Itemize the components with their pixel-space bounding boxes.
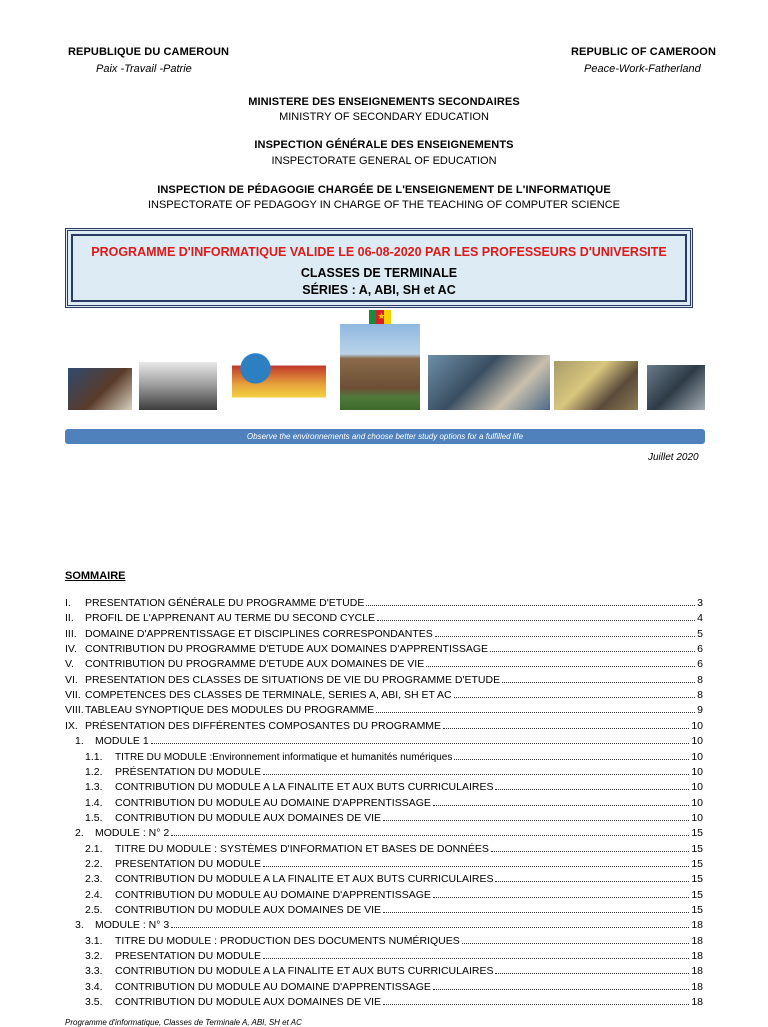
- toc-entry-page: 10: [691, 811, 703, 824]
- toc-entry-title: CONTRIBUTION DU MODULE A LA FINALITE ET AUX BUTS CURRICULAIRES: [115, 965, 494, 978]
- toc-entry-title: CONTRIBUTION DU MODULE AU DOMAINE D'APPRENTISSAGE: [115, 888, 431, 901]
- toc-entry-title: CONTRIBUTION DU MODULE AU DOMAINE D'APPRENTISSAGE: [115, 980, 431, 993]
- toc-entry-title: CONTRIBUTION DU MODULE AUX DOMAINES DE VIE: [115, 996, 382, 1009]
- toc-entry-number: II.: [65, 612, 74, 625]
- toc-entry-page: 15: [691, 888, 703, 901]
- toc-leader-dots: [443, 727, 689, 729]
- toc-entry-title: PRESENTATION DES CLASSES DE SITUATIONS DE VIE DU PROGRAMME D'ETUDE: [85, 673, 501, 686]
- header-left-title: REPUBLIQUE DU CAMEROUN: [68, 46, 230, 58]
- title-box: [65, 228, 693, 308]
- toc-entry-number: 2.: [75, 827, 84, 840]
- toc-entry[interactable]: [65, 794, 703, 809]
- toc-leader-dots: [376, 711, 695, 713]
- toc-entry-title: PRESENTATION DU MODULE: [115, 950, 262, 963]
- toc-entry-number: 1.: [75, 735, 84, 748]
- toc-entry-page: 8: [697, 689, 703, 702]
- toc-entry-page: 10: [691, 750, 703, 763]
- cameroon-flag-icon: ★: [369, 310, 391, 324]
- toc-entry-page: 3: [697, 597, 703, 609]
- toc-entry[interactable]: [65, 978, 703, 993]
- toc-entry-page: 18: [691, 919, 703, 932]
- toc-entry-number: IX.: [65, 719, 78, 732]
- toc-leader-dots: [502, 681, 695, 683]
- toc-leader-dots: [171, 926, 689, 928]
- toc-entry[interactable]: [65, 609, 703, 624]
- toc-entry[interactable]: [65, 748, 703, 763]
- page-footer: Programme d'informatique, Classes de Terminale A, ABI, SH et AC: [65, 1018, 302, 1027]
- toc-entry-page: 18: [691, 980, 703, 993]
- toc-entry-title: PROFIL DE L'APPRENANT AU TERME DU SECOND CYCLE: [85, 612, 376, 625]
- toc-entry-title: TABLEAU SYNOPTIQUE DES MODULES DU PROGRAMME: [85, 704, 375, 717]
- toc-entry-page: 10: [691, 735, 703, 748]
- toc-entry-number: 2.2.: [85, 857, 103, 870]
- toc-entry-page: 15: [691, 904, 703, 916]
- toc-leader-dots: [454, 758, 689, 760]
- toc-entry-title: PRÉSENTATION DES DIFFÉRENTES COMPOSANTES DU PROGRAMME: [85, 719, 442, 732]
- toc-entry-number: IV.: [65, 643, 77, 656]
- toc-entry-number: VI.: [65, 673, 78, 686]
- toc-entry-page: 10: [691, 719, 703, 732]
- toc-entry-title: CONTRIBUTION DU PROGRAMME D'ETUDE AUX DOMAINES D'APPRENTISSAGE: [85, 643, 489, 656]
- toc-leader-dots: [426, 665, 695, 667]
- header-right-motto: Peace-Work-Fatherland: [584, 63, 701, 75]
- toc-entry[interactable]: [65, 916, 703, 931]
- toc-entry-page: 10: [691, 781, 703, 794]
- toc-entry-page: 9: [697, 704, 703, 717]
- toc-leader-dots: [433, 988, 689, 990]
- toc-entry-number: V.: [65, 658, 74, 671]
- toc-entry-title: PRÉSENTATION DU MODULE: [115, 765, 262, 778]
- toc-leader-dots: [151, 742, 690, 744]
- toc-leader-dots: [366, 604, 695, 606]
- sommaire-heading: SOMMAIRE: [65, 570, 126, 582]
- toc-entry-number: 3.5.: [85, 996, 103, 1009]
- toc-entry-page: 6: [697, 643, 703, 656]
- toc-entry-title: CONTRIBUTION DU MODULE A LA FINALITE ET AUX BUTS CURRICULAIRES: [115, 873, 494, 886]
- toc-entry[interactable]: [65, 870, 703, 885]
- photo-classroom-1: [428, 355, 550, 410]
- pedagogy-en: INSPECTORATE OF PEDAGOGY IN CHARGE OF THE TEACHING OF COMPUTER SCIENCE: [147, 199, 621, 211]
- toc-entry-title: PRESENTATION GÉNÉRALE DU PROGRAMME D'ETUDE: [85, 597, 365, 609]
- toc-entry-number: 3.4.: [85, 980, 103, 993]
- toc-leader-dots: [462, 942, 690, 944]
- toc-entry[interactable]: [65, 717, 703, 732]
- toc-leader-dots: [383, 1003, 689, 1005]
- pedagogy-fr: INSPECTION DE PÉDAGOGIE CHARGÉE DE L'ENSEIGNEMENT DE L'INFORMATIQUE: [157, 184, 611, 196]
- toc-entry-number: 3.: [75, 919, 84, 932]
- document-date: Juillet 2020: [648, 452, 699, 463]
- toc-entry[interactable]: [65, 640, 703, 655]
- toc-leader-dots: [263, 957, 689, 959]
- header-left-motto: Paix -Travail -Patrie: [96, 63, 192, 75]
- toc-entry[interactable]: [65, 671, 703, 686]
- toc-entry-page: 15: [691, 857, 703, 870]
- toc-entry[interactable]: [65, 763, 703, 778]
- toc-entry-number: 2.3.: [85, 873, 103, 886]
- toc-entry-number: 1.4.: [85, 796, 103, 809]
- title-line-3: SÉRIES : A, ABI, SH et AC: [302, 283, 456, 297]
- inspection-en: INSPECTORATE GENERAL OF EDUCATION: [271, 155, 497, 167]
- toc-entry[interactable]: [65, 625, 703, 640]
- toc-leader-dots: [490, 650, 695, 652]
- toc-leader-dots: [263, 773, 689, 775]
- toc-entry-title: TITRE DU MODULE : PRODUCTION DES DOCUMENTS NUMÉRIQUES: [115, 934, 460, 947]
- toc-entry[interactable]: [65, 932, 703, 947]
- toc-entry-number: 1.2.: [85, 765, 103, 778]
- toc-entry[interactable]: [65, 962, 703, 977]
- toc-entry[interactable]: [65, 824, 703, 839]
- photo-books-laptop: [139, 362, 217, 410]
- inspection-fr: INSPECTION GÉNÉRALE DES ENSEIGNEMENTS: [254, 139, 514, 151]
- toc-leader-dots: [433, 896, 689, 898]
- toc-entry-page: 18: [691, 996, 703, 1009]
- toc-entry-number: 1.5.: [85, 811, 103, 824]
- toc-leader-dots: [383, 911, 689, 913]
- ministry-fr: MINISTERE DES ENSEIGNEMENTS SECONDAIRES: [248, 96, 520, 108]
- toc-entry[interactable]: [65, 732, 703, 747]
- toc-entry-title: CONTRIBUTION DU MODULE A LA FINALITE ET AUX BUTS CURRICULAIRES: [115, 781, 494, 794]
- toc-entry-title: DOMAINE D'APPRENTISSAGE ET DISCIPLINES CORRESPONDANTES: [85, 627, 433, 640]
- toc-leader-dots: [383, 819, 689, 821]
- toc-entry-page: 6: [697, 658, 703, 671]
- toc-entry[interactable]: [65, 594, 703, 609]
- toc-entry-number: 2.1.: [85, 842, 103, 855]
- toc-entry-page: 15: [691, 842, 703, 855]
- toc-entry[interactable]: [65, 993, 703, 1008]
- toc-leader-dots: [454, 696, 696, 698]
- toc-entry-title: CONTRIBUTION DU PROGRAMME D'ETUDE AUX DOMAINES DE VIE: [85, 658, 425, 671]
- toc-leader-dots: [435, 635, 695, 637]
- motto-banner: Observe the environnements and choose better study options for a fulfilled life: [65, 429, 705, 444]
- toc-entry-number: 1.3.: [85, 781, 103, 794]
- toc-entry-number: 3.2.: [85, 950, 103, 963]
- toc-entry-title: MODULE : N° 3: [95, 919, 170, 932]
- toc-entry-page: 15: [691, 873, 703, 886]
- photo-student-computer: [68, 368, 132, 410]
- toc-entry-page: 15: [691, 827, 703, 840]
- toc-entry-number: VII.: [65, 689, 81, 702]
- toc-entry-page: 18: [691, 934, 703, 947]
- toc-entry[interactable]: [65, 655, 703, 670]
- toc-leader-dots: [495, 880, 689, 882]
- toc-entry-number: 1.1.: [85, 750, 103, 763]
- toc-entry-page: 10: [691, 765, 703, 778]
- toc-leader-dots: [495, 972, 689, 974]
- title-line-2: CLASSES DE TERMINALE: [300, 266, 458, 280]
- toc-entry-page: 8: [697, 673, 703, 686]
- toc-entry[interactable]: [65, 855, 703, 870]
- toc-entry[interactable]: [65, 947, 703, 962]
- toc-entry-page: 10: [691, 796, 703, 809]
- toc-entry-page: 5: [697, 627, 703, 640]
- toc-entry-title: CONTRIBUTION DU MODULE AU DOMAINE D'APPRENTISSAGE: [115, 796, 431, 809]
- toc-entry-number: III.: [65, 627, 77, 640]
- toc-entry-title: CONTRIBUTION DU MODULE AUX DOMAINES DE VIE: [115, 811, 382, 824]
- header-right-title: REPUBLIC OF CAMEROON: [571, 46, 716, 58]
- photo-monument: [340, 324, 420, 410]
- toc-entry-title: COMPETENCES DES CLASSES DE TERMINALE, SERIES A, ABI, SH ET AC: [85, 689, 452, 702]
- toc-entry-title: TITRE DU MODULE : SYSTÈMES D'INFORMATION ET BASES DE DONNÉES: [115, 842, 489, 855]
- toc-entry-number: 3.1.: [85, 934, 103, 947]
- ministry-en: MINISTRY OF SECONDARY EDUCATION: [279, 111, 489, 123]
- toc-leader-dots: [433, 804, 689, 806]
- toc-entry-title: CONTRIBUTION DU MODULE AUX DOMAINES DE VIE: [115, 904, 382, 916]
- toc-entry-title: TITRE DU MODULE :Environnement informatique et humanités numériques: [115, 751, 453, 763]
- toc-entry-title: MODULE : N° 2: [95, 827, 170, 840]
- toc-entry[interactable]: [65, 901, 703, 916]
- photo-students-desk: [647, 365, 705, 410]
- toc-entry-number: 2.4.: [85, 888, 103, 901]
- toc-entry-number: 2.5.: [85, 904, 103, 916]
- toc-entry-number: VIII.: [65, 704, 84, 717]
- toc-entry-number: 3.3.: [85, 965, 103, 978]
- toc-leader-dots: [377, 619, 695, 621]
- toc-entry-title: PRESENTATION DU MODULE: [115, 857, 262, 870]
- toc-entry-title: MODULE 1: [95, 735, 149, 748]
- photo-classroom-2: [554, 361, 638, 410]
- toc-leader-dots: [491, 850, 689, 852]
- toc-leader-dots: [263, 865, 689, 867]
- toc-leader-dots: [171, 834, 689, 836]
- title-line-1: PROGRAMME D'INFORMATIQUE VALIDE LE 06-08-2020 PAR LES PROFESSEURS D'UNIVERSITE: [91, 245, 667, 259]
- toc-entry-page: 18: [691, 965, 703, 978]
- toc-entry[interactable]: [65, 809, 703, 824]
- toc-leader-dots: [495, 788, 689, 790]
- toc-entry[interactable]: [65, 701, 703, 716]
- toc-entry[interactable]: [65, 886, 703, 901]
- toc-entry-page: 4: [697, 612, 703, 625]
- toc-entry[interactable]: [65, 686, 703, 701]
- photo-globe-books: [232, 346, 326, 410]
- toc-entry[interactable]: [65, 840, 703, 855]
- toc-entry[interactable]: [65, 778, 703, 793]
- toc-entry-page: 18: [691, 950, 703, 963]
- toc-entry-number: I.: [65, 597, 71, 609]
